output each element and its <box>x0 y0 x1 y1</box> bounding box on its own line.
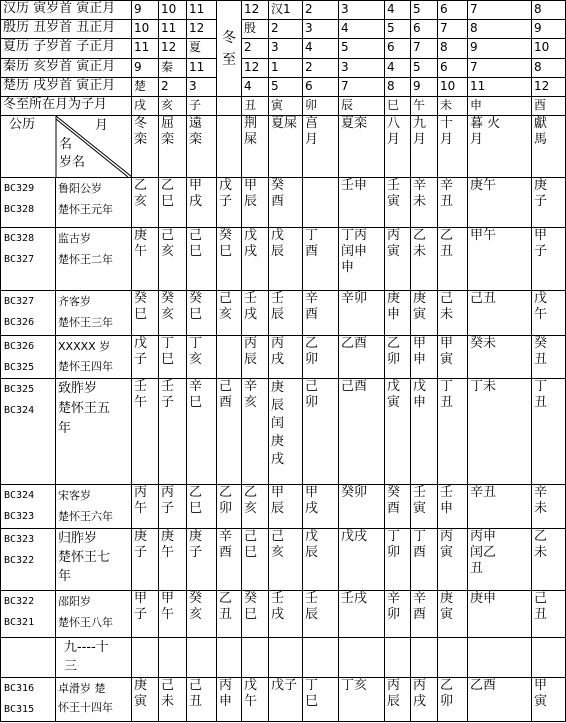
year-sub: 楚怀王元年 <box>58 202 113 216</box>
ganzhi-cell: 丙 辰 <box>385 678 411 722</box>
ganzhi-cell: 丁未 <box>468 379 532 485</box>
ganzhi-cell: 乙 卯 <box>385 335 411 378</box>
ganzhi-cell: 丁 巳 <box>159 335 187 378</box>
ganzhi-cell: 乙 亥 <box>242 485 269 528</box>
ganzhi-cell: 甲 寅 <box>532 678 566 722</box>
year-sub: 怀王十四年 <box>58 701 113 715</box>
year-name-cell <box>56 291 132 335</box>
calendar-cell: 12 <box>187 20 217 39</box>
calendar-cell: 6 <box>438 1 468 20</box>
year-name: 齐客岁 <box>58 295 91 309</box>
ganzhi-cell: 丙 寅 <box>385 228 411 291</box>
month-header: 八 月 <box>385 116 411 178</box>
year-row <box>1 485 566 528</box>
month-header: 十 月 <box>438 116 468 178</box>
calendar-label: 秦历 亥岁首 寅正月 <box>1 58 132 77</box>
calendar-cell: 3 <box>187 77 217 96</box>
ganzhi-cell: 己丑 <box>468 291 532 335</box>
calendar-cell: 4 <box>339 20 385 39</box>
ganzhi-cell: 辛 酉 <box>217 528 242 591</box>
ganzhi-cell: 辛 酉 <box>411 591 438 638</box>
year-name: 归胙岁 楚怀王七 年 <box>58 530 111 584</box>
ganzhi-cell: 辛 酉 <box>303 291 339 335</box>
calendar-label: 夏历 子岁首 子正月 <box>1 39 132 58</box>
year-name-cell <box>56 591 132 638</box>
diagonal-header-cell <box>1 116 132 178</box>
ganzhi-cell <box>303 177 339 228</box>
ganzhi-cell: 庚 午 <box>159 528 187 591</box>
gregorian-years: BC325 BC324 <box>1 379 56 485</box>
ganzhi-cell: 丁丙 闰申 申 <box>339 228 385 291</box>
ganzhi-cell: 乙 亥 <box>132 177 159 228</box>
calendar-cell: 7 <box>468 58 532 77</box>
calendar-cell: 戌 <box>132 97 159 116</box>
ganzhi-cell: 乙 丑 <box>217 591 242 638</box>
month-header: 冬 栾 <box>132 116 159 178</box>
calendar-cell: 4 <box>242 77 269 96</box>
ganzhi-cell: 辛 丑 <box>438 177 468 228</box>
month-header: 夏屎 <box>269 116 303 178</box>
ganzhi-cell <box>159 637 187 677</box>
calendar-cell: 12 <box>242 58 269 77</box>
calendar-row-han <box>1 1 566 20</box>
ganzhi-cell: 戊 午 <box>242 678 269 722</box>
ganzhi-cell: 丁 丑 <box>438 379 468 485</box>
ganzhi-cell: 甲 寅 <box>438 335 468 378</box>
calendar-cell: 未 <box>438 97 468 116</box>
year-row <box>1 379 566 485</box>
ganzhi-cell: 甲 午 <box>159 591 187 638</box>
gregorian-label: 公历 <box>9 117 36 133</box>
year-row <box>1 528 566 591</box>
year-sub: 楚怀王四年 <box>58 359 113 373</box>
month-header: 亯 月 <box>303 116 339 178</box>
calendar-cell: 11 <box>468 77 532 96</box>
ganzhi-cell: 壬戌 <box>339 591 385 638</box>
ganzhi-cell: 癸 巳 <box>242 591 269 638</box>
ganzhi-cell: 癸 酉 <box>385 485 411 528</box>
ganzhi-cell: 丙 寅 <box>438 528 468 591</box>
calendar-cell: 3 <box>339 58 385 77</box>
ganzhi-cell: 己 丑 <box>187 678 217 722</box>
year-name: 监古岁 <box>58 232 91 246</box>
ganzhi-cell: 壬 申 <box>438 485 468 528</box>
calendar-cell: 6 <box>438 58 468 77</box>
month-header <box>217 116 242 178</box>
calendar-cell: 秦 <box>159 58 187 77</box>
year-name-cell <box>56 528 132 591</box>
ganzhi-cell: 丙 戌 <box>269 335 303 378</box>
calendar-cell: 2 <box>159 77 187 96</box>
ganzhi-cell: 癸 巳 <box>132 291 159 335</box>
ganzhi-cell: 乙 卯 <box>438 678 468 722</box>
year-row <box>1 177 566 228</box>
ganzhi-cell: 戊 寅 <box>385 379 411 485</box>
ganzhi-cell <box>532 637 566 677</box>
calendar-row-chu <box>1 77 566 96</box>
calendar-cell: 8 <box>532 1 566 20</box>
ganzhi-cell: 戊 辰 <box>269 228 303 291</box>
ganzhi-cell: 丁亥 <box>339 678 385 722</box>
gregorian-years: BC326 BC325 <box>1 335 56 378</box>
ganzhi-cell: 壬申 <box>339 177 385 228</box>
gregorian-years <box>1 637 56 677</box>
calendar-cell: 11 <box>187 58 217 77</box>
ganzhi-cell: 丙 子 <box>159 485 187 528</box>
ganzhi-cell: 甲 戌 <box>303 485 339 528</box>
calendar-cell: 丑 <box>242 97 269 116</box>
ganzhi-cell: 壬 戌 <box>242 291 269 335</box>
ganzhi-cell: 乙酉 <box>468 678 532 722</box>
ganzhi-cell: 戊 辰 <box>303 528 339 591</box>
ganzhi-cell: 辛 未 <box>411 177 438 228</box>
gregorian-years: BC323 BC322 <box>1 528 56 591</box>
month-header: 夏栾 <box>339 116 385 178</box>
ganzhi-cell: 壬 寅 <box>385 177 411 228</box>
ganzhi-cell <box>269 637 303 677</box>
year-sub: 楚怀王六年 <box>58 510 113 524</box>
ganzhi-cell: 戊 戌 <box>242 228 269 291</box>
calendar-cell: 10 <box>132 20 159 39</box>
ganzhi-cell: 丁 巳 <box>303 678 339 722</box>
month-label: 月 <box>95 118 109 134</box>
calendar-cell: 10 <box>532 39 566 58</box>
ganzhi-cell: 己 亥 <box>159 228 187 291</box>
ganzhi-cell: 庚 寅 <box>438 591 468 638</box>
ganzhi-cell: 乙 巳 <box>187 485 217 528</box>
ganzhi-cell: 丁 酉 <box>303 228 339 291</box>
gregorian-years: BC328 BC327 <box>1 228 56 291</box>
calendar-cell: 8 <box>468 20 532 39</box>
ganzhi-cell: 丁 亥 <box>187 335 217 378</box>
calendar-label: 楚历 戌岁首 寅正月 <box>1 77 132 96</box>
ganzhi-cell <box>339 637 385 677</box>
calendar-cell: 3 <box>339 1 385 20</box>
ganzhi-cell: 己酉 <box>339 379 385 485</box>
calendar-cell: 7 <box>411 39 438 58</box>
ganzhi-cell: 丙 午 <box>132 485 159 528</box>
calendar-cell: 楚 <box>132 77 159 96</box>
calendar-cell: 5 <box>385 20 411 39</box>
ganzhi-cell: 丁 丑 <box>532 379 566 485</box>
ganzhi-cell: 庚午 <box>468 177 532 228</box>
calendar-cell: 11 <box>132 39 159 58</box>
ganzhi-cell: 辛卯 <box>339 291 385 335</box>
ganzhi-cell: 乙 卯 <box>303 335 339 378</box>
ganzhi-cell <box>217 637 242 677</box>
ganzhi-cell: 己 巳 <box>187 228 217 291</box>
year-name: 宋客岁 <box>58 489 91 503</box>
year-name-cell <box>56 637 132 677</box>
calendar-row-qin <box>1 58 566 77</box>
calendar-label: 殷历 丑岁首 丑正月 <box>1 20 132 39</box>
calendar-cell: 夏 <box>187 39 217 58</box>
calendar-cell: 6 <box>411 20 438 39</box>
calendar-cell: 7 <box>468 1 532 20</box>
year-row <box>1 335 566 378</box>
year-sub: 楚怀王三年 <box>58 316 113 330</box>
ganzhi-cell: 丙 申 <box>217 678 242 722</box>
ganzhi-cell: 丙 戌 <box>411 678 438 722</box>
year-name: 鲁阳公岁 <box>58 181 102 195</box>
year-sub: 楚怀王二年 <box>58 253 113 267</box>
calendar-cell: 12 <box>532 77 566 96</box>
calendar-cell: 8 <box>385 77 411 96</box>
calendar-cell: 巳 <box>385 97 411 116</box>
ganzhi-cell: 乙 丑 <box>438 228 468 291</box>
ganzhi-cell: 甲 子 <box>532 228 566 291</box>
ganzhi-cell: 癸卯 <box>339 485 385 528</box>
calendar-cell: 子 <box>187 97 217 116</box>
year-row <box>1 591 566 638</box>
gregorian-years: BC316 BC315 <box>1 678 56 722</box>
ganzhi-cell <box>468 637 532 677</box>
ganzhi-cell: 庚 子 <box>532 177 566 228</box>
calendar-cell: 9 <box>132 1 159 20</box>
calendar-cell: 2 <box>269 20 303 39</box>
calendar-cell: 2 <box>303 1 339 20</box>
ganzhi-cell: 戊 子 <box>217 177 242 228</box>
calendar-cell: 11 <box>187 1 217 20</box>
year-name: 致胙岁 楚怀王五 年 <box>58 381 111 437</box>
ganzhi-cell: 己 未 <box>438 291 468 335</box>
winter-solstice-label: 冬 至 <box>217 1 242 97</box>
calendar-cell: 8 <box>438 39 468 58</box>
ganzhi-cell: 戊子 <box>269 678 303 722</box>
ganzhi-cell: 己 未 <box>159 678 187 722</box>
calendar-cell: 1 <box>269 58 303 77</box>
ganzhi-cell: 庚 寅 <box>411 291 438 335</box>
ganzhi-cell: 乙 未 <box>532 528 566 591</box>
ganzhi-cell: 戊 午 <box>532 291 566 335</box>
calendar-cell: 4 <box>303 39 339 58</box>
month-header: 暮 火 月 <box>468 116 532 178</box>
calendar-cell: 10 <box>438 77 468 96</box>
ganzhi-cell: 乙 巳 <box>159 177 187 228</box>
ganzhi-cell: 壬 辰 <box>303 591 339 638</box>
calendar-cell: 5 <box>411 58 438 77</box>
calendar-cell: 4 <box>385 58 411 77</box>
year-name-cell <box>56 485 132 528</box>
ganzhi-cell: 辛 卯 <box>385 591 411 638</box>
calendar-cell: 卯 <box>303 97 339 116</box>
calendar-cell: 7 <box>438 20 468 39</box>
ganzhi-cell: 庚 申 <box>385 291 411 335</box>
calendar-cell: 8 <box>532 58 566 77</box>
ganzhi-cell: 癸 巳 <box>187 291 217 335</box>
year-name-cell <box>56 678 132 722</box>
ganzhi-cell: 甲 辰 <box>242 177 269 228</box>
calendar-cell: 申 <box>468 97 532 116</box>
year-row <box>1 678 566 722</box>
calendar-cell: 4 <box>385 1 411 20</box>
ganzhi-cell: 壬 戌 <box>269 591 303 638</box>
ganzhi-cell: 甲 申 <box>411 335 438 378</box>
calendar-cell: 汉1 <box>269 1 303 20</box>
month-header: 荆 屎 <box>242 116 269 178</box>
calendar-cell: 12 <box>242 1 269 20</box>
ganzhi-cell: 丁 卯 <box>385 528 411 591</box>
ganzhi-cell: 己 巳 <box>242 528 269 591</box>
calendar-cell: 亥 <box>159 97 187 116</box>
calendar-label: 冬至所在月为子月 <box>1 97 132 116</box>
year-name: 邵阳岁 <box>58 595 91 609</box>
calendar-cell: 6 <box>303 77 339 96</box>
gregorian-years: BC322 BC321 <box>1 591 56 638</box>
ganzhi-cell: 己 亥 <box>217 291 242 335</box>
year-row <box>1 637 566 677</box>
year-name-cell <box>56 335 132 378</box>
calendar-cell: 2 <box>242 39 269 58</box>
ganzhi-cell: 戊 子 <box>132 335 159 378</box>
year-name: 卓滑岁 楚 <box>58 682 106 696</box>
calendar-cell: 3 <box>269 39 303 58</box>
calendar-row-zi-month <box>1 97 566 116</box>
ganzhi-cell <box>411 637 438 677</box>
month-header: 屈 栾 <box>159 116 187 178</box>
ganzhi-cell: 己 卯 <box>303 379 339 485</box>
ganzhi-cell <box>385 637 411 677</box>
ganzhi-cell: 甲 戌 <box>187 177 217 228</box>
calendar-row-yin <box>1 20 566 39</box>
ganzhi-cell: 甲午 <box>468 228 532 291</box>
calendar-cell: 寅 <box>269 97 303 116</box>
calendar-cell: 9 <box>532 20 566 39</box>
year-row <box>1 291 566 335</box>
calendar-cell: 酉 <box>532 97 566 116</box>
month-header: 九 月 <box>411 116 438 178</box>
ganzhi-cell: 戊 申 <box>411 379 438 485</box>
ganzhi-cell: 壬 辰 <box>269 291 303 335</box>
calendar-row-xia <box>1 39 566 58</box>
ganzhi-cell: 丁 酉 <box>411 528 438 591</box>
gregorian-years: BC327 BC326 <box>1 291 56 335</box>
calendar-cell: 5 <box>411 1 438 20</box>
calendar-cell: 9 <box>411 77 438 96</box>
ganzhi-cell: 己 丑 <box>532 591 566 638</box>
calendar-cell: 午 <box>411 97 438 116</box>
ganzhi-cell: 癸 亥 <box>187 591 217 638</box>
calendar-cell <box>217 97 242 116</box>
ganzhi-cell: 戊戌 <box>339 528 385 591</box>
calendar-cell: 殷 <box>242 20 269 39</box>
year-name-cell <box>56 228 132 291</box>
calendar-cell: 辰 <box>339 97 385 116</box>
ganzhi-cell: 庚 午 <box>132 228 159 291</box>
ganzhi-cell: 癸 酉 <box>269 177 303 228</box>
calendar-cell: 10 <box>159 1 187 20</box>
year-name-label: 岁名 <box>59 155 86 171</box>
ganzhi-cell: 甲 辰 <box>269 485 303 528</box>
calendar-cell: 11 <box>159 20 187 39</box>
ganzhi-cell: 辛 巳 <box>187 379 217 485</box>
calendar-cell: 9 <box>132 58 159 77</box>
ganzhi-cell: 乙 卯 <box>217 485 242 528</box>
year-row <box>1 228 566 291</box>
year-name-cell <box>56 379 132 485</box>
calendar-cell: 5 <box>339 39 385 58</box>
year-sub: 楚怀王八年 <box>58 616 113 630</box>
ganzhi-cell: 乙酉 <box>339 335 385 378</box>
ganzhi-cell: 辛 未 <box>532 485 566 528</box>
calendar-cell: 7 <box>339 77 385 96</box>
ganzhi-cell <box>187 637 217 677</box>
ganzhi-cell: 癸 丑 <box>532 335 566 378</box>
ganzhi-cell: 己 亥 <box>269 528 303 591</box>
ganzhi-cell <box>303 637 339 677</box>
month-header: 獻 馬 <box>532 116 566 178</box>
ganzhi-cell: 癸 亥 <box>159 291 187 335</box>
year-name-cell <box>56 177 132 228</box>
calendar-cell: 3 <box>303 20 339 39</box>
ganzhi-cell: 丙 辰 <box>242 335 269 378</box>
ganzhi-cell: 庚 寅 <box>132 678 159 722</box>
ganzhi-cell: 辛丑 <box>468 485 532 528</box>
ganzhi-cell: 丙申 闰乙 丑 <box>468 528 532 591</box>
ganzhi-cell: 乙 未 <box>411 228 438 291</box>
ganzhi-cell <box>438 637 468 677</box>
ganzhi-cell: 庚申 <box>468 591 532 638</box>
calendar-label: 汉历 寅岁首 寅正月 <box>1 1 132 20</box>
ganzhi-cell <box>132 637 159 677</box>
ganzhi-cell: 甲 子 <box>132 591 159 638</box>
year-name: 九----十 三 <box>64 639 109 674</box>
ganzhi-cell: 癸未 <box>468 335 532 378</box>
calendar-cell: 2 <box>303 58 339 77</box>
ganzhi-cell: 壬 子 <box>159 379 187 485</box>
calendar-cell: 12 <box>159 39 187 58</box>
ganzhi-cell <box>217 335 242 378</box>
name-label: 名 <box>59 137 73 153</box>
month-header: 遠 栾 <box>187 116 217 178</box>
calendar-cell: 6 <box>385 39 411 58</box>
ganzhi-cell: 辛 亥 <box>242 379 269 485</box>
calendar-cell: 5 <box>269 77 303 96</box>
ganzhi-cell: 庚 子 <box>132 528 159 591</box>
calendar-cell: 9 <box>468 39 532 58</box>
ganzhi-cell: 庚 子 <box>187 528 217 591</box>
ganzhi-cell: 癸 巳 <box>217 228 242 291</box>
gregorian-years: BC329 BC328 <box>1 177 56 228</box>
month-name-header <box>1 116 566 178</box>
ganzhi-cell: 庚 辰 闰 庚 戌 <box>269 379 303 485</box>
ganzhi-cell: 壬 午 <box>132 379 159 485</box>
ganzhi-cell: 壬 寅 <box>411 485 438 528</box>
ganzhi-cell: 己 酉 <box>217 379 242 485</box>
year-name: XXXXX 岁 <box>58 339 111 353</box>
gregorian-years: BC324 BC323 <box>1 485 56 528</box>
ganzhi-cell <box>242 637 269 677</box>
